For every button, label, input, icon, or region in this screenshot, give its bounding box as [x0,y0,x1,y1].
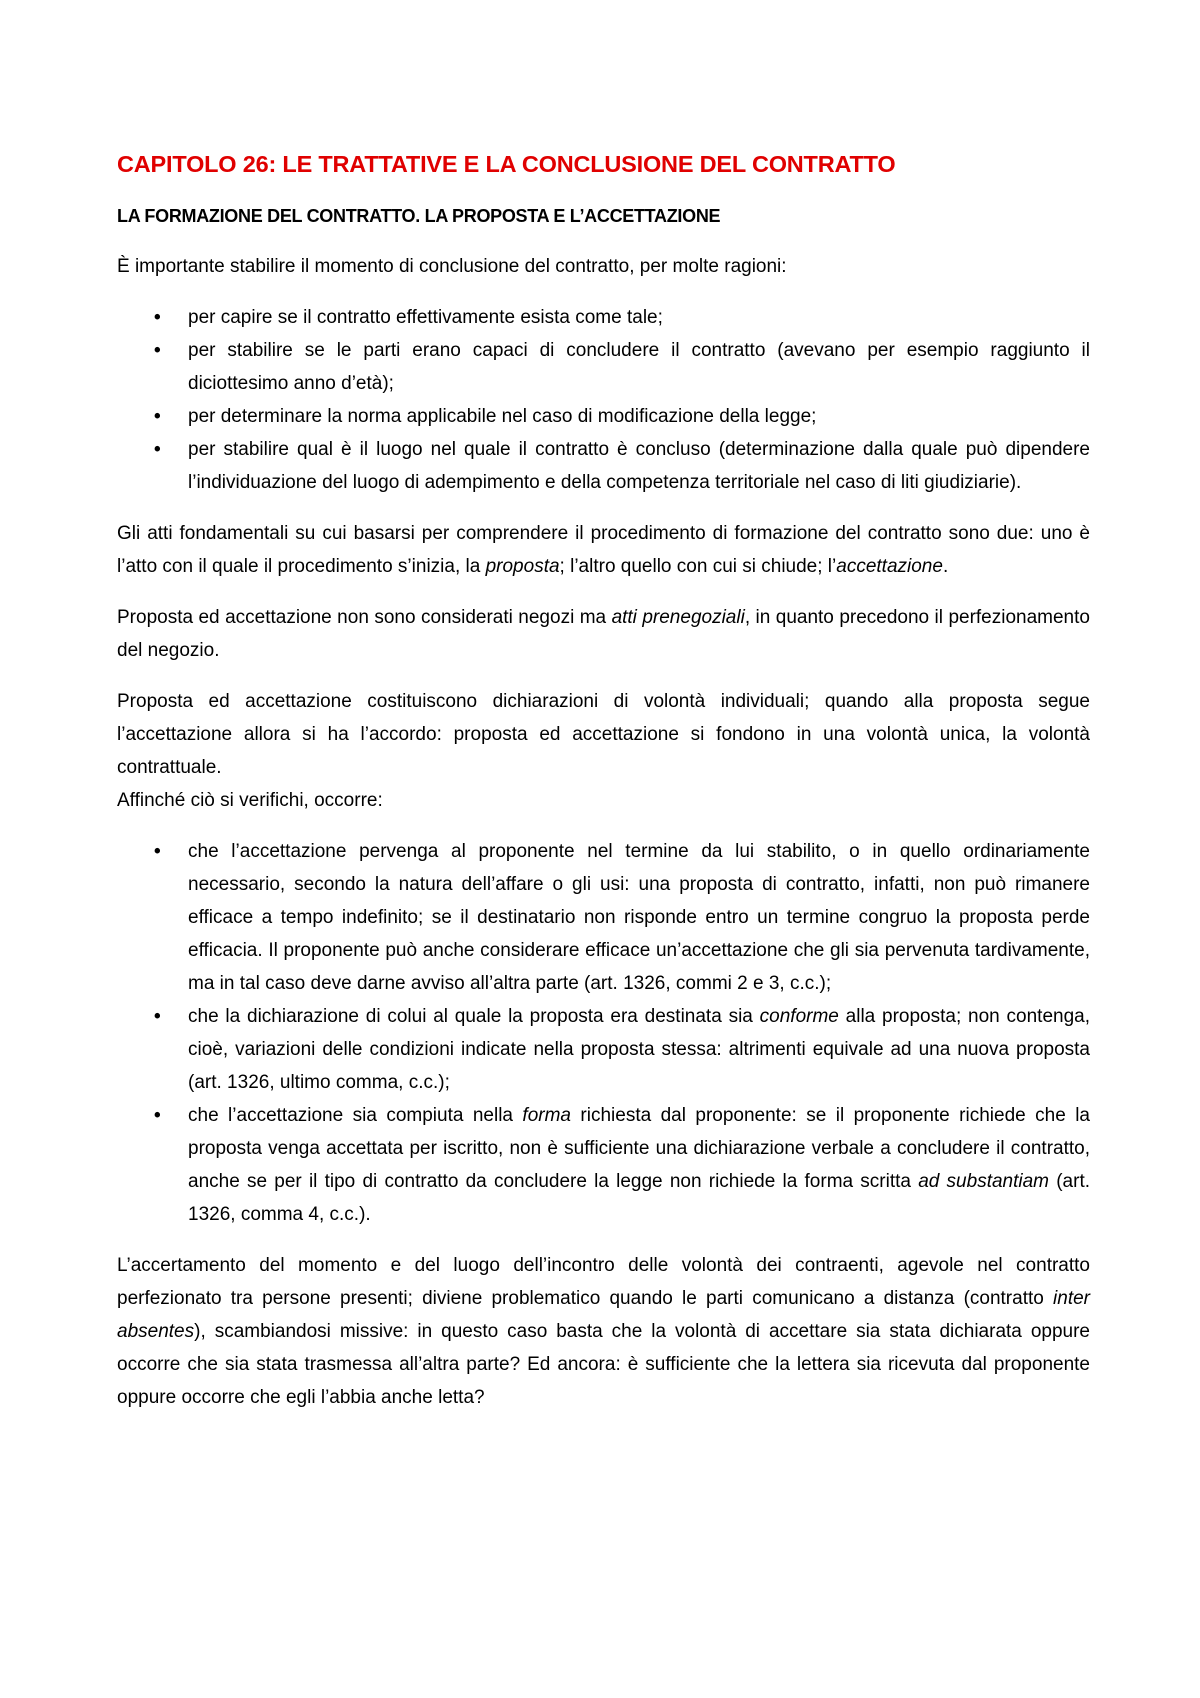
text-run: Proposta ed accettazione non sono considerati negozi ma [117,607,612,628]
paragraph-affinche: Affinché ciò si verifichi, occorre: [117,790,383,811]
paragraph-atti-prenegoziali [117,601,1090,667]
list-item [117,835,1090,1000]
text-run: che la dichiarazione di colui al quale la proposta era destinata sia [188,1006,760,1027]
emphasis-forma: forma [522,1105,571,1126]
text-run: richiesta dal proponente: se il proponente richiede che la proposta venga accettata per iscritto, non è sufficiente una dichiarazione verbale a concludere il contratto, anche se per il tipo di contratto da concludere la legge non richiede la forma scritta [188,1105,1090,1192]
text-run: Gli atti fondamentali su cui basarsi per comprendere il procedimento di formazione del contratto sono due: uno è l’atto con il quale il procedimento s’inizia, la [117,523,1090,577]
bullet-icon: • [154,1006,161,1027]
emphasis-ad-substantiam: ad substantiam [918,1171,1049,1192]
list-item [117,1000,1090,1099]
list-item [117,400,1090,433]
bullet-icon: • [154,307,161,328]
list-item-text: per determinare la norma applicabile nel caso di modificazione della legge; [188,406,817,427]
emphasis-inter-absentes: inter absentes [117,1288,1090,1342]
bullet-icon: • [154,439,161,460]
text-run: che l’accettazione sia compiuta nella [188,1105,523,1126]
intro-paragraph: È importante stabilire il momento di conclusione del contratto, per molte ragioni: [117,256,787,277]
list-item-text [188,1105,1090,1225]
list-item [117,301,1090,334]
list-item-text: per stabilire se le parti erano capaci di concludere il contratto (avevano per esempio raggiunto il diciottesimo anno d’età); [188,340,1090,394]
section-title: LA FORMAZIONE DEL CONTRATTO. LA PROPOSTA E L’ACCETTAZIONE [117,206,721,226]
reasons-list [117,301,1090,499]
list-item-text: per stabilire qual è il luogo nel quale il contratto è concluso (determinazione dalla quale può dipendere l’individuazione del luogo di adempimento e della competenza territoriale nel caso di liti giudiziarie). [188,439,1090,493]
text-run: , in quanto precedono il perfezionamento del negozio. [117,607,1090,661]
conditions-list [117,835,1090,1231]
paragraph-final [117,1249,1090,1414]
emphasis-atti-prenegoziali: atti prenegoziali [611,607,745,628]
list-item [117,334,1090,400]
paragraph-accordo: Proposta ed accettazione costituiscono dichiarazioni di volontà individuali; quando alla proposta segue l’accettazione allora si ha l’accordo: proposta ed accettazione si fondono in una volontà unica, la volontà contrattuale. [117,691,1090,778]
list-item [117,1099,1090,1231]
text-run: alla proposta; non contenga, cioè, variazioni delle condizioni indicate nella proposta stessa: altrimenti equivale ad una nuova proposta (art. 1326, ultimo comma, c.c.); [188,1006,1090,1093]
text-run: ; l’altro quello con cui si chiude; l’ [559,556,837,577]
emphasis-accettazione: accettazione [836,556,943,577]
list-item-text: che l’accettazione pervenga al proponente nel termine da lui stabilito, o in quello ordinariamente necessario, secondo la natura dell’affare o gli usi: una proposta di contratto, infatti, non può rimanere efficace a tempo indefinito; se il destinatario non risponde entro un termine congruo la proposta perde efficacia. Il proponente può anche considerare efficace un’accettazione che gli sia pervenuta tardivamente, ma in tal caso deve darne avviso all’altra parte (art. 1326, commi 2 e 3, c.c.); [188,841,1090,994]
chapter-title: CAPITOLO 26: LE TRATTATIVE E LA CONCLUSIONE DEL CONTRATTO [117,151,896,177]
text-run: ), scambiandosi missive: in questo caso basta che la volontà di accettare sia stata dichiarata oppure occorre che sia stata trasmessa all’altra parte? Ed ancora: è sufficiente che la lettera sia ricevuta dal proponente oppure occorre che egli l’abbia anche letta? [117,1321,1090,1408]
text-run: (art. 1326, comma 4, c.c.). [188,1171,1090,1225]
list-item [117,433,1090,499]
bullet-icon: • [154,1105,161,1126]
text-run: . [942,556,949,577]
emphasis-proposta: proposta [485,556,560,577]
text-run: L’accertamento del momento e del luogo dell’incontro delle volontà dei contraenti, agevole nel contratto perfezionato tra persone presenti; diviene problematico quando le parti comunicano a distanza (contratto [117,1255,1090,1309]
bullet-icon: • [154,406,161,427]
emphasis-conforme: conforme [759,1006,839,1027]
list-item-text: per capire se il contratto effettivamente esista come tale; [188,307,663,328]
paragraph-atti-fondamentali [117,517,1090,583]
list-item-text [188,1006,1090,1093]
bullet-icon: • [154,340,161,361]
bullet-icon: • [154,841,161,862]
